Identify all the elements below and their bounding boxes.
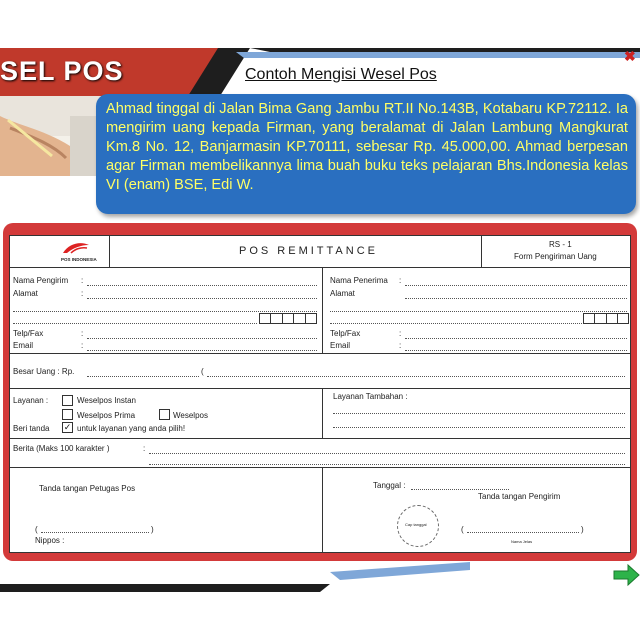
sender-phone-field[interactable]: [87, 338, 317, 339]
form-title: POS REMITTANCE: [239, 245, 378, 257]
nippos-label: Nippos :: [35, 536, 65, 545]
sender-name-field[interactable]: [87, 285, 317, 286]
clear-name-label: Nama Jelas: [511, 539, 533, 544]
sender-address-line-3[interactable]: [13, 323, 257, 324]
officer-name-field[interactable]: [41, 532, 149, 533]
date-field[interactable]: [411, 489, 509, 490]
recipient-phone-field[interactable]: [405, 338, 627, 339]
sender-paren-open: (: [461, 525, 464, 534]
recipient-postcode-boxes[interactable]: [583, 313, 629, 324]
mark-label: Beri tanda: [13, 424, 50, 433]
recipient-name-field[interactable]: [405, 285, 627, 286]
sender-email-label: Email: [13, 341, 34, 350]
amount-paren: (: [201, 367, 204, 376]
next-arrow-icon[interactable]: [612, 563, 640, 587]
sender-address-field[interactable]: [87, 298, 317, 299]
officer-paren-open: (: [35, 525, 38, 534]
slide-title: Contoh Mengisi Wesel Pos: [245, 66, 437, 83]
recipient-email-label: Email: [330, 341, 351, 350]
amount-number-field[interactable]: [87, 376, 199, 377]
story-text: Ahmad tinggal di Jalan Bima Gang Jambu RT.II No.143B, Kotabaru KP.72112. Ia mengirim uang kepada Firman, yang beralamat di Jalan Lambung Mangkurat Km.8 No. 12, Banjarmasin KP.70111, sebesar Rp. 45.000,00. Ahmad berpesan agar Firman membelikannya lima buah buku teks pelajaran Bhs.Indonesia kelas VI (enam) BSE, Edi W.: [106, 101, 628, 193]
service-weselpos-checkbox[interactable]: [159, 409, 170, 420]
message-field-line-1[interactable]: [149, 453, 625, 454]
recipient-address-line-2[interactable]: [330, 311, 627, 312]
story-text-box: [96, 94, 636, 214]
service-label: Layanan :: [13, 396, 49, 405]
pos-logo-icon: [61, 241, 91, 255]
officer-paren-close: ): [151, 525, 154, 534]
sender-sign-label: Tanda tangan Pengirim: [478, 492, 561, 501]
mark-hint: untuk layanan yang anda pilih!: [77, 424, 186, 433]
sender-name-label: Nama Pengirim: [13, 276, 69, 285]
message-field-line-2[interactable]: [149, 464, 625, 465]
service-weselpos-label: Weselpos: [173, 411, 208, 420]
slide-logo-text: SEL POS: [0, 56, 124, 86]
mark-checkmark-icon: ✓: [63, 422, 72, 432]
writing-hand-image: [0, 96, 102, 176]
recipient-address-field[interactable]: [405, 298, 627, 299]
sender-address-line-2[interactable]: [13, 311, 317, 312]
service-instant-checkbox[interactable]: [62, 395, 73, 406]
recipient-address-label: Alamat: [330, 289, 355, 298]
date-label: Tanggal :: [373, 481, 406, 490]
sender-paren-close: ): [581, 525, 584, 534]
recipient-name-label: Nama Penerima: [330, 276, 388, 285]
date-stamp-label: Cap tanggal: [405, 522, 427, 527]
sender-address-label: Alamat: [13, 289, 38, 298]
sender-phone-label: Telp/Fax: [13, 329, 44, 338]
officer-sign-label: Tanda tangan Petugas Pos: [39, 484, 136, 493]
extra-service-line-2[interactable]: [333, 427, 625, 428]
sender-postcode-boxes[interactable]: [259, 313, 317, 324]
sender-email-field[interactable]: [87, 350, 317, 351]
amount-words-field[interactable]: [207, 376, 625, 377]
pos-brand: POS INDONESIA: [61, 257, 97, 262]
close-icon[interactable]: ✖: [624, 48, 636, 64]
amount-label: Besar Uang : Rp.: [13, 367, 75, 376]
recipient-address-line-3[interactable]: [330, 323, 582, 324]
footer-banner: [0, 562, 640, 592]
sender-name-sign-field[interactable]: [467, 532, 579, 533]
recipient-email-field[interactable]: [405, 350, 627, 351]
message-label: Berita (Maks 100 karakter ): [13, 444, 110, 453]
remittance-form: POS INDONESIA POS REMITTANCE RS - 1 Form Pengiriman Uang Nama Pengirim : Alamat : Telp/Fax : Email : Nama Penerima : Alamat Telp/Fax : Email : Besar Uang : Rp. ( Layanan : Weselpos Instan Weselpos Prima Weselpos Beri tanda ✓ untuk layanan yang anda pilih! Layanan Tambahan : Berita (Maks 100 karakter ) : Tanda tangan Petugas Pos ( ) Nippos : Tanggal : Tanda tangan Pengirim Cap tanggal ( ) Nama Jelas: [9, 235, 631, 553]
service-prima-checkbox[interactable]: [62, 409, 73, 420]
extra-service-line-1[interactable]: [333, 413, 625, 414]
recipient-phone-label: Telp/Fax: [330, 329, 361, 338]
form-code: RS - 1: [549, 240, 572, 249]
extra-service-label: Layanan Tambahan :: [333, 392, 408, 401]
service-instant-label: Weselpos Instan: [77, 396, 136, 405]
service-prima-label: Weselpos Prima: [77, 411, 136, 420]
form-subtitle: Form Pengiriman Uang: [514, 252, 597, 261]
